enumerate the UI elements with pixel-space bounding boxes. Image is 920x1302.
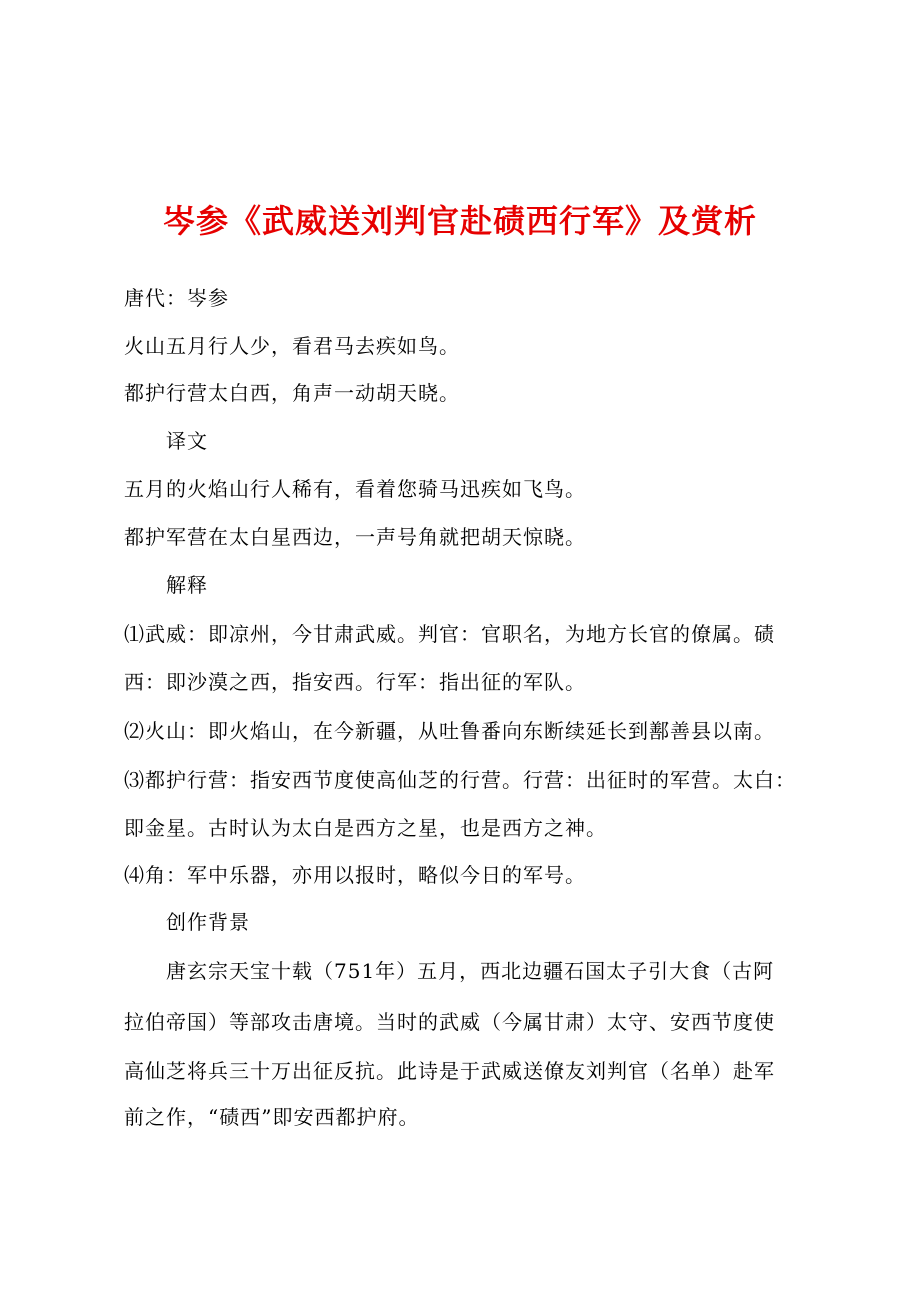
background-line: 唐玄宗天宝十载（751年）五月，西北边疆石国太子引大食（古阿 <box>166 959 775 983</box>
author-line: 唐代：岑参 <box>124 286 229 310</box>
note-line: ⑷角：军中乐器，亦用以报时，略似今日的军号。 <box>124 863 586 887</box>
background-line: 高仙芝将兵三十万出征反抗。此诗是于武威送僚友刘判官（名单）赴军 <box>124 1059 775 1083</box>
note-line: 西：即沙漠之西，指安西。行军：指出征的军队。 <box>124 670 586 694</box>
note-line: ⑵火山：即火焰山，在今新疆，从吐鲁番向东断续延长到鄯善县以南。 <box>124 719 775 743</box>
background-line: 前之作，“碛西”即安西都护府。 <box>124 1105 420 1129</box>
note-line: ⑶都护行营：指安西节度使高仙芝的行营。行营：出征时的军营。太白： <box>124 768 796 792</box>
page-title: 岑参《武威送刘判官赴碛西行军》及赏析 <box>162 202 757 240</box>
notes-heading: 解释 <box>166 573 208 597</box>
translation-line: 都护军营在太白星西边，一声号角就把胡天惊晓。 <box>124 525 586 549</box>
background-heading: 创作背景 <box>166 910 250 934</box>
translation-line: 五月的火焰山行人稀有，看着您骑马迅疾如飞鸟。 <box>124 477 586 501</box>
note-line: ⑴武威：即凉州，今甘肃武威。判官：官职名，为地方长官的僚属。碛 <box>124 622 775 646</box>
background-line: 拉伯帝国）等部攻击唐境。当时的武威（今属甘肃）太守、安西节度使 <box>124 1010 775 1034</box>
poem-line: 火山五月行人少，看君马去疾如鸟。 <box>124 334 460 358</box>
translation-heading: 译文 <box>166 429 208 453</box>
poem-line: 都护行营太白西，角声一动胡天晓。 <box>124 381 460 405</box>
note-line: 即金星。古时认为太白是西方之星，也是西方之神。 <box>124 816 607 840</box>
